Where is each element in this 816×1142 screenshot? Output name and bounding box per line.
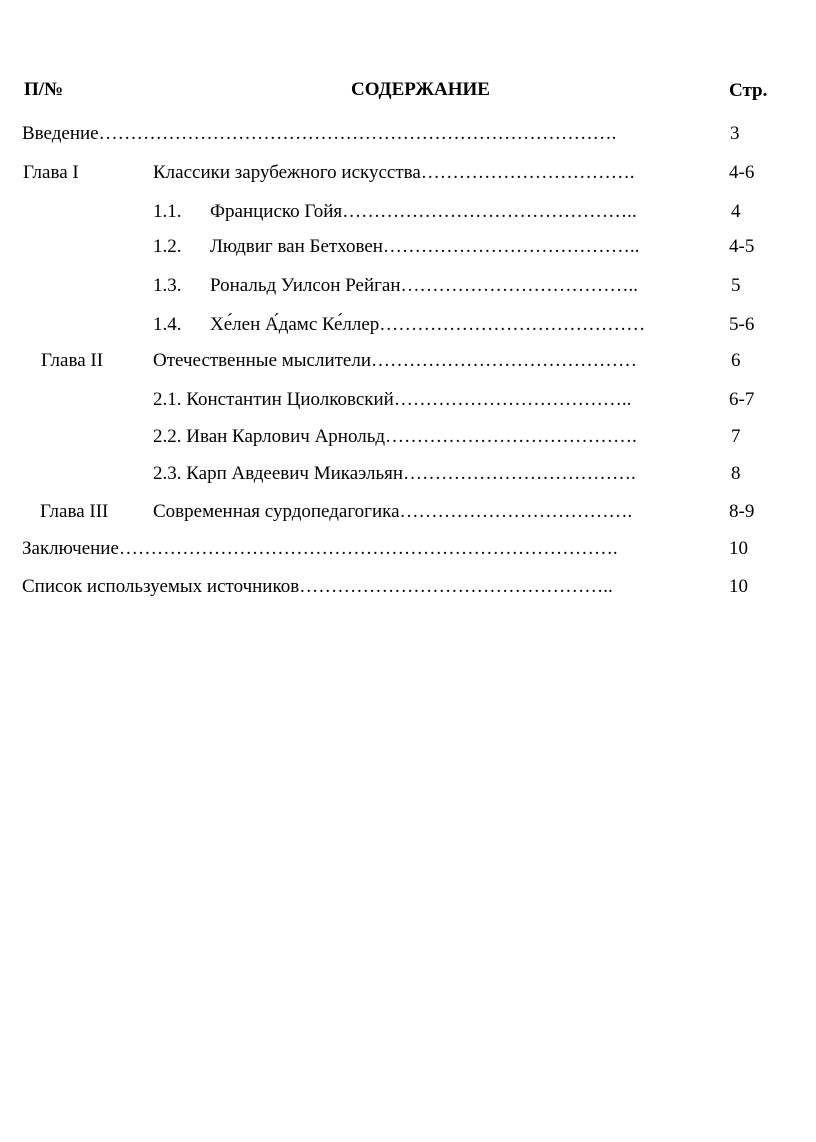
page-title: СОДЕРЖАНИЕ bbox=[351, 79, 490, 100]
toc-entry-page: 4 bbox=[731, 201, 741, 222]
toc-entry-page: 3 bbox=[730, 123, 740, 144]
toc-entry-page: 6-7 bbox=[729, 389, 755, 410]
toc-entry-text: 2.2. Иван Карлович Арнольд…………………………………. bbox=[153, 426, 637, 447]
toc-entry-text: Список используемых источников………………………………………….. bbox=[22, 576, 613, 597]
toc-entry-text: Заключение……………………………………………………………………. bbox=[22, 538, 618, 559]
column-header-number: П/№ bbox=[24, 79, 64, 100]
toc-entry-page: 7 bbox=[731, 426, 741, 447]
toc-entry-text: Современная сурдопедагогика………………………………. bbox=[153, 501, 633, 522]
toc-entry-page: 10 bbox=[729, 576, 748, 597]
toc-entry-page: 8 bbox=[731, 463, 741, 484]
toc-entry-page: 6 bbox=[731, 350, 741, 371]
toc-entry-page: 5 bbox=[731, 275, 741, 296]
toc-entry-text: Отечественные мыслители…………………………………… bbox=[153, 350, 638, 371]
chapter-label: Глава I bbox=[23, 162, 79, 183]
toc-entry-text: Рональд Уилсон Рейган……………………………….. bbox=[210, 275, 639, 296]
column-header-page: Стр. bbox=[729, 80, 768, 101]
toc-entry-text: Классики зарубежного искусства……………………………. bbox=[153, 162, 635, 183]
toc-entry-page: 8-9 bbox=[729, 501, 755, 522]
toc-entry-text: 2.1. Константин Циолковский……………………………….. bbox=[153, 389, 632, 410]
section-number: 1.3. bbox=[153, 275, 182, 296]
section-number: 1.4. bbox=[153, 314, 182, 335]
chapter-label: Глава III bbox=[40, 501, 109, 522]
toc-entry-page: 4-5 bbox=[729, 236, 755, 257]
section-number: 1.1. bbox=[153, 201, 182, 222]
toc-entry-text: Хе́лен А́дамс Ке́ллер…………………………………… bbox=[210, 314, 646, 335]
toc-entry-text: Франциско Гойя……………………………………….. bbox=[210, 201, 637, 222]
toc-entry-page: 4-6 bbox=[729, 162, 755, 183]
chapter-label: Глава II bbox=[41, 350, 104, 371]
toc-entry-page: 10 bbox=[729, 538, 748, 559]
toc-entry-text: 2.3. Карп Авдеевич Микаэльян………………………………. bbox=[153, 463, 636, 484]
toc-entry-text: Людвиг ван Бетховен………………………………….. bbox=[210, 236, 640, 257]
toc-entry-page: 5-6 bbox=[729, 314, 755, 335]
section-number: 1.2. bbox=[153, 236, 182, 257]
toc-entry-text: Введение………………………………………………………………………. bbox=[22, 123, 617, 144]
